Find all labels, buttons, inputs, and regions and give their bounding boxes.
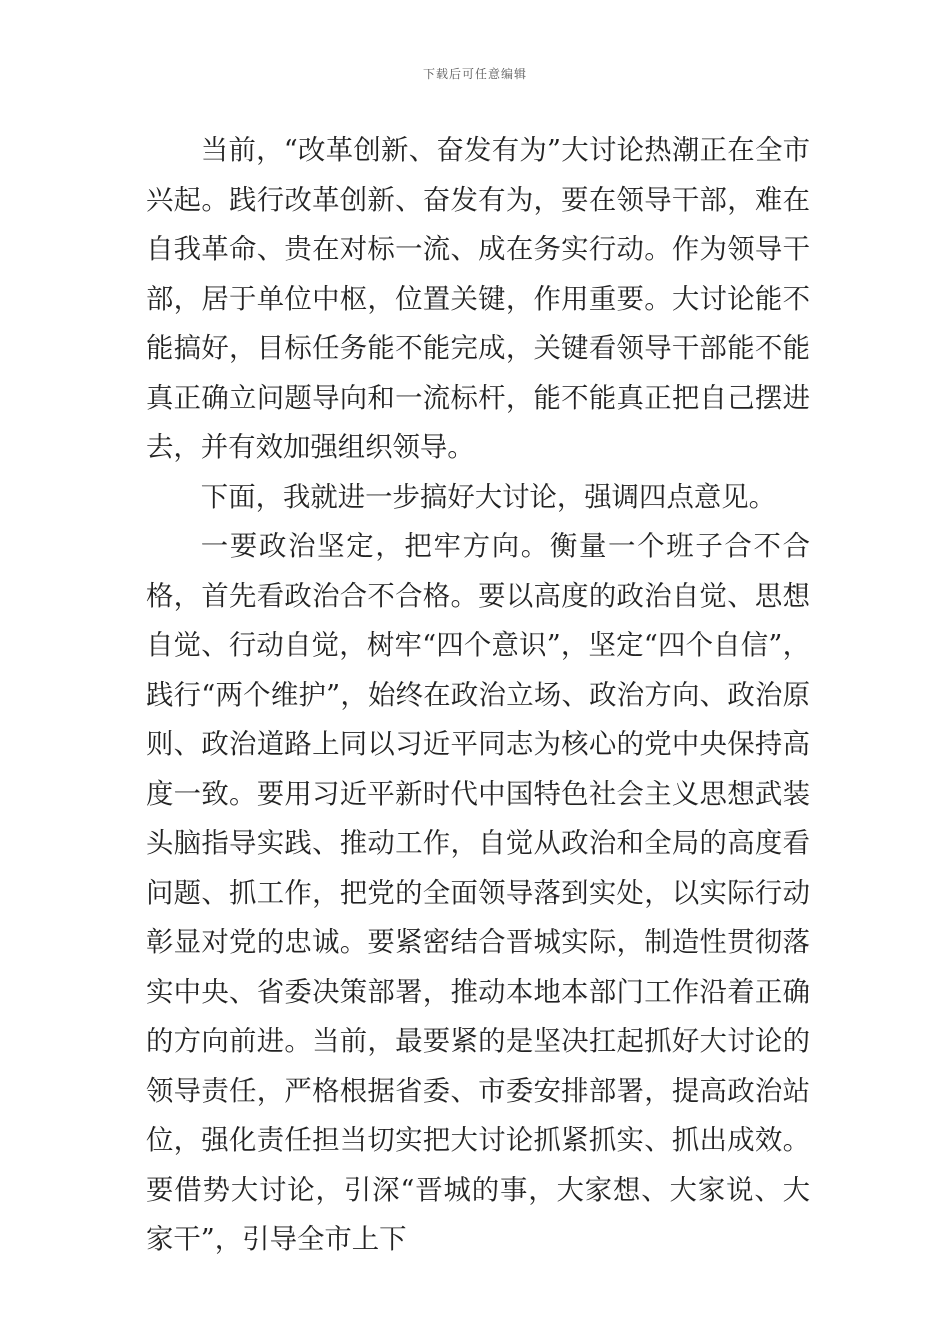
document-body: [146, 126, 810, 1265]
paragraph-point-one: 一要政治坚定，把牢方向。衡量一个班子合不合格，首先看政治合不合格。要以高度的政治自觉、思想自觉、行动自觉，树牢“四个意识”，坚定“四个自信”，践行“两个维护”，始终在政治立场、政治方向、政治原则、政治道路上同以习近平同志为核心的党中央保持高度一致。要用习近平新时代中国特色社会主义思想武装头脑指导实践、推动工作，自觉从政治和全局的高度看问题、抓工作，把党的全面领导落到实处，以实际行动彰显对党的忠诚。要紧密结合晋城实际，制造性贯彻落实中央、省委决策部署，推动本地本部门工作沿着正确的方向前进。当前，最要紧的是坚决扛起抓好大讨论的领导责任，严格根据省委、市委安排部署，提高政治站位，强化责任担当切实把大讨论抓紧抓实、抓出成效。要借势大讨论，引深“晋城的事，大家想、大家说、大家干”，引导全市上下: [146, 531, 810, 1255]
page-header: 下载后可任意编辑: [422, 67, 527, 81]
paragraph-intro: 当前，“改革创新、奋发有为”大讨论热潮正在全市兴起。践行改革创新、奋发有为，要在领导干部，难在自我革命、贵在对标一流、成在务实行动。作为领导干部，居于单位中枢，位置关键，作用重要。大讨论能不能搞好，目标任务能不能完成，关键看领导干部能不能真正确立问题导向和一流标杆，能不能真正把自己摆进去，并有效加强组织领导。: [146, 135, 810, 463]
paragraph-transition: 下面，我就进一步搞好大讨论，强调四点意见。: [200, 481, 777, 513]
